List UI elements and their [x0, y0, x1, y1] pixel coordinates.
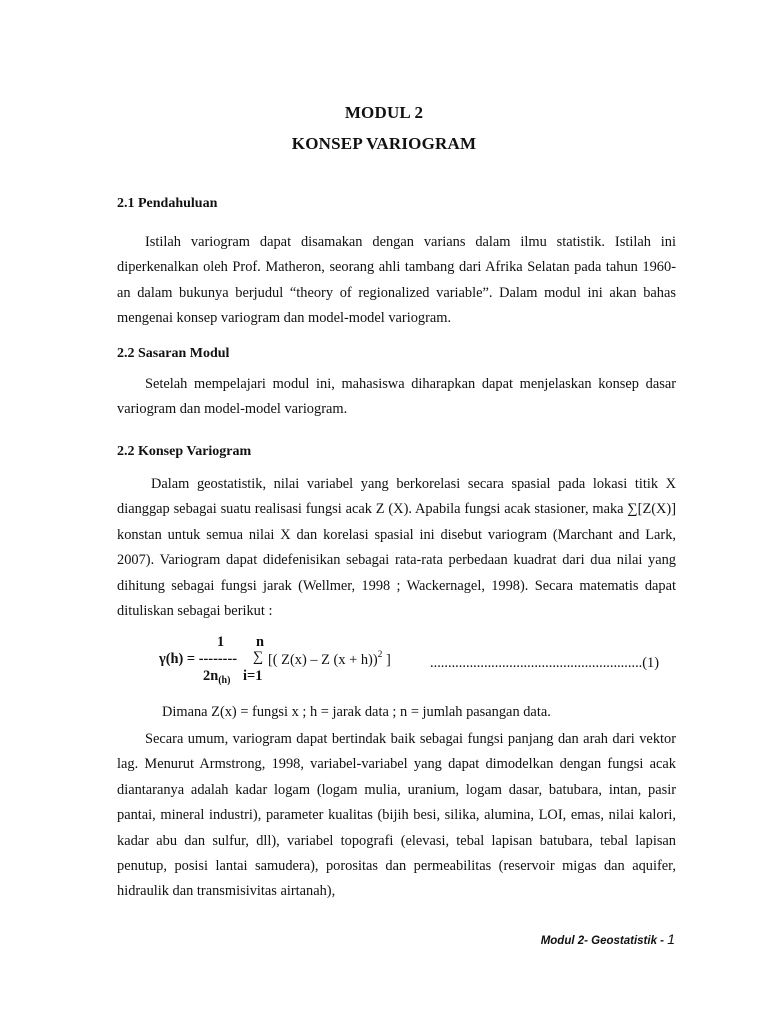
footer-page-number: 1	[667, 931, 675, 947]
paragraph-sasaran-modul: Setelah mempelajari modul ini, mahasiswa diharapkan dapat menjelaskan konsep dasar variogram dan model-model variogram.	[117, 376, 676, 418]
formula-denominator-sub: (h)	[218, 675, 231, 686]
formula-body-end: ]	[382, 652, 391, 668]
section-heading-konsep-variogram: 2.2 Konsep Variogram	[117, 444, 252, 459]
page-footer	[541, 931, 675, 947]
formula-lhs: γ(h) = --------	[159, 651, 238, 667]
paragraph-pendahuluan: Istilah variogram dapat disamakan dengan varians dalam ilmu statistik. Istilah ini diperkenalkan oleh Prof. Matheron, seorang ahli tambang dari Afrika Selatan pada tahun 1960-an dalam bukunya berjudul “theory of regionalized variable”. Dalam modul ini akan bahas mengenai konsep variogram dan model-model variogram.	[117, 234, 676, 327]
formula-upper-limit: n	[256, 634, 265, 650]
formula-body	[268, 650, 391, 669]
section-heading-pendahuluan: 2.1 Pendahuluan	[117, 196, 218, 211]
paragraph-closing: Secara umum, variogram dapat bertindak baik sebagai fungsi panjang dan arah dari vektor lag. Menurut Armstrong, 1998, variabel-variabel yang dapat dimodelkan dengan fungsi acak diantaranya adalah kadar logam (logam mulia, uranium, logam dasar, batubara, intan, pasir pantai, mineral industri), parameter kualitas (bijih besi, silika, alumina, LOI, emas, nilai kalori, kadar abu dan sulfur, dll), variabel topografi (elevasi, tebal lapisan batubara, tebal lapisan penutup, posisi lantai samudera), porositas dan permeabilitas (reservoir migas dan aquifer, hidraulik dan transmisivitas airtanah),	[117, 731, 676, 900]
formula-denominator	[203, 668, 230, 686]
formula-lower-limit: i=1	[243, 668, 263, 684]
formula-body-start: [( Z(x) – Z (x + h))	[268, 652, 378, 668]
module-topic-title: KONSEP VARIOGRAM	[291, 134, 477, 153]
formula-numerator: 1	[217, 634, 225, 650]
section-heading-sasaran-modul: 2.2 Sasaran Modul	[117, 346, 230, 361]
footer-label: Modul 2- Geostatistik -	[540, 935, 668, 947]
formula-exponent: 2	[377, 650, 383, 660]
where-definition-line: Dimana Z(x) = fungsi x ; h = jarak data ; n = jumlah pasangan data.	[162, 704, 551, 720]
formula-denominator-main: 2n	[203, 668, 219, 684]
module-number-title: MODUL 2	[344, 103, 424, 122]
paragraph-konsep-variogram: Dalam geostatistik, nilai variabel yang berkorelasi secara spasial pada lokasi titik X dianggap sebagai suatu realisasi fungsi acak Z (X). Apabila fungsi acak stasioner, maka ∑[Z(X)] konstan untuk semua nilai X dan korelasi spasial ini disebut variogram (Marchant and Lark, 2007). Variogram dapat didefenisikan sebagai rata-rata perbedaan kuadrat dari dua nilai yang dihitung sebagai fungsi jarak (Wellmer, 1998 ; Wackernagel, 1998). Secara matematis dapat dituliskan sebagai berikut :	[117, 476, 676, 620]
formula-sum-symbol: ∑	[253, 649, 264, 665]
formula-equation-label: ...........................................................(1)	[430, 655, 660, 671]
